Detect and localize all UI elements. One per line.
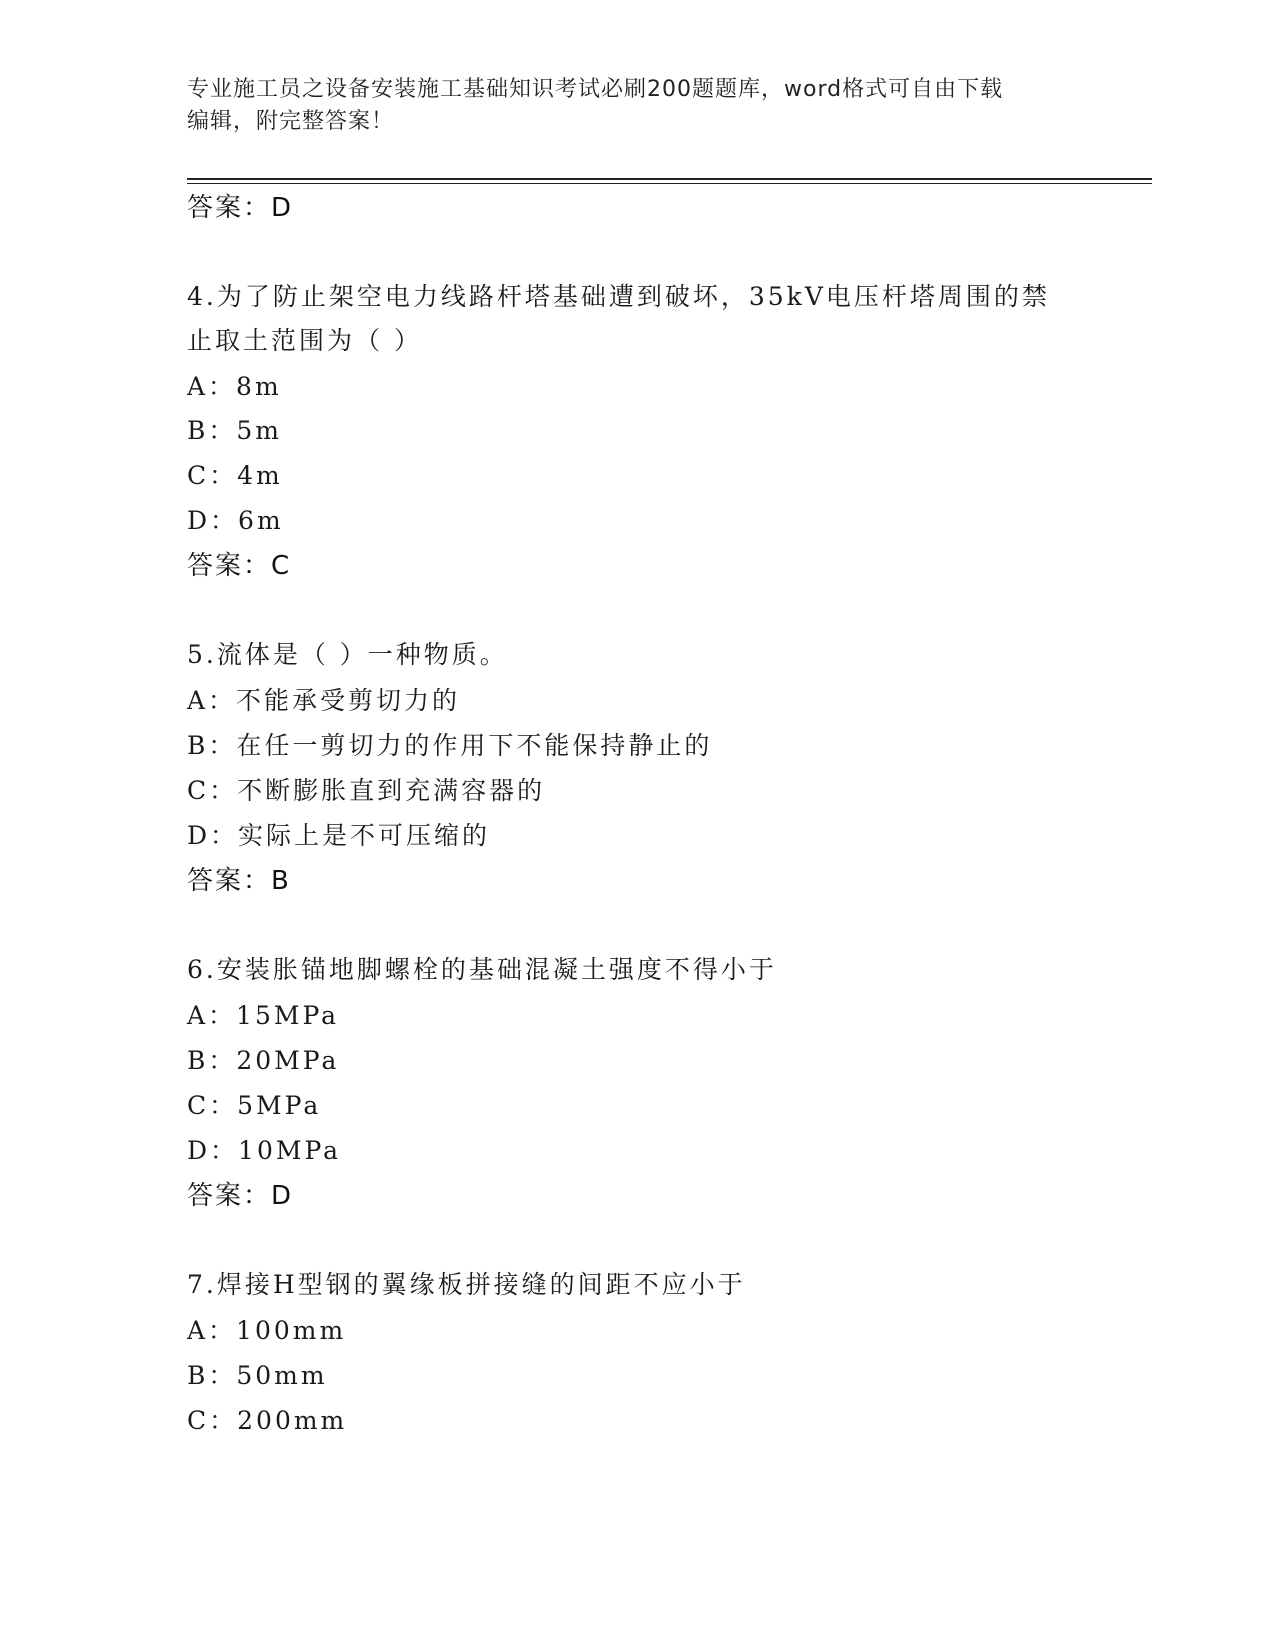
- question-6-option-b: B：20MPa: [187, 1046, 340, 1075]
- question-5-option-b: B：在任一剪切力的作用下不能保持静止的: [187, 731, 713, 760]
- document-header: [187, 74, 1077, 138]
- question-5-option-d: D：实际上是不可压缩的: [187, 821, 491, 850]
- question-6-text: 6.安装胀锚地脚螺栓的基础混凝土强度不得小于: [187, 955, 777, 984]
- question-7-option-b: B：50mm: [187, 1361, 328, 1390]
- question-5-option-a: A：不能承受剪切力的: [187, 686, 461, 715]
- answer-q4: 答案：C: [187, 551, 292, 581]
- question-4-option-a: A：8m: [187, 372, 282, 401]
- question-5-text: 5.流体是（ ）一种物质。: [187, 640, 508, 669]
- question-4-option-c: C：4m: [187, 461, 283, 490]
- question-7-option-c: C：200mm: [187, 1406, 348, 1435]
- answer-q5: 答案：B: [187, 866, 291, 896]
- answer-q6: 答案：D: [187, 1181, 294, 1211]
- header-divider-thick: [187, 178, 1152, 180]
- question-5-option-c: C：不断膨胀直到充满容器的: [187, 776, 546, 805]
- question-4-option-b: B：5m: [187, 416, 282, 445]
- question-7-option-a: A：100mm: [187, 1316, 347, 1345]
- question-6-option-d: D：10MPa: [187, 1136, 342, 1165]
- header-line-2: 编辑，附完整答案！: [187, 109, 395, 134]
- question-6-option-c: C：5MPa: [187, 1091, 322, 1120]
- header-line-1: 专业施工员之设备安装施工基础知识考试必刷200题题库，word格式可自由下载: [187, 77, 1004, 102]
- question-4-text-1: 4.为了防止架空电力线路杆塔基础遭到破坏，35kV电压杆塔周围的禁: [187, 282, 1050, 311]
- answer-q3: 答案：D: [187, 193, 294, 223]
- question-7-text: 7.焊接H型钢的翼缘板拼接缝的间距不应小于: [187, 1270, 746, 1299]
- question-4-option-d: D：6m: [187, 506, 284, 535]
- question-4-text-2: 止取土范围为（ ）: [187, 326, 422, 355]
- header-divider-thin: [187, 183, 1152, 184]
- question-6-option-a: A：15MPa: [187, 1001, 340, 1030]
